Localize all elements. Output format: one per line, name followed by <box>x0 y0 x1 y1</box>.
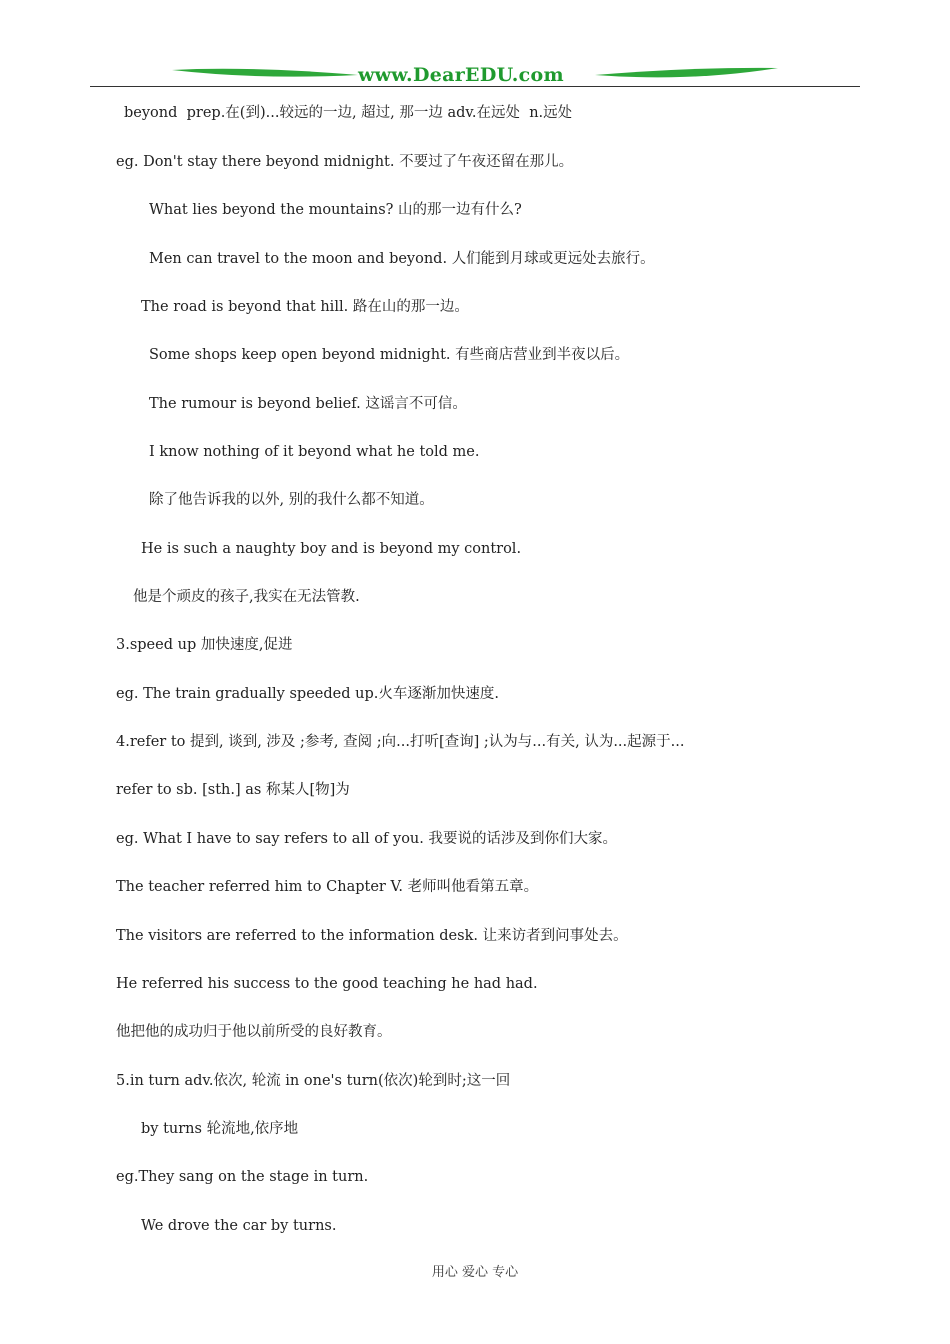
text-line: 5.in turn adv.依次, 轮流 in one's turn(依次)轮到时;这一回 <box>116 1073 511 1089</box>
text-line: I know nothing of it beyond what he told me. <box>149 444 480 460</box>
text-line: The rumour is beyond belief. 这谣言不可信。 <box>149 396 467 412</box>
page-footer: 用心 爱心 专心 <box>431 1265 519 1280</box>
text-line: The road is beyond that hill. 路在山的那一边。 <box>141 299 469 315</box>
text-line: 3.speed up 加快速度,促进 <box>116 637 293 653</box>
text-line: 除了他告诉我的以外, 别的我什么都不知道。 <box>149 492 434 508</box>
text-line: He is such a naughty boy and is beyond my control. <box>141 541 522 557</box>
text-line: beyond prep.在(到)...较远的一边, 超过, 那一边 adv.在远处 n.远处 <box>124 105 573 121</box>
text-line: The visitors are referred to the information desk. 让来访者到问事处去。 <box>116 928 628 944</box>
text-line: 他是个顽皮的孩子,我实在无法管教. <box>133 589 360 605</box>
text-line: 4.refer to 提到, 谈到, 涉及 ;参考, 查阅 ;向...打听[查询] ;认为与...有关, 认为...起源于... <box>116 734 685 750</box>
text-line: 他把他的成功归于他以前所受的良好教育。 <box>116 1024 392 1040</box>
text-line: The teacher referred him to Chapter V. 老师叫他看第五章。 <box>116 879 539 895</box>
text-line: refer to sb. [sth.] as 称某人[物]为 <box>116 782 350 798</box>
header-rule <box>90 86 860 87</box>
text-line: eg. Don't stay there beyond midnight. 不要过了午夜还留在那儿。 <box>116 154 574 170</box>
text-line: eg. The train gradually speeded up.火车逐渐加快速度. <box>116 686 499 702</box>
text-line: He referred his success to the good teaching he had had. <box>116 976 538 992</box>
text-line: What lies beyond the mountains? 山的那一边有什么? <box>149 202 522 218</box>
text-line: by turns 轮流地,依序地 <box>141 1121 299 1137</box>
text-line: Some shops keep open beyond midnight. 有些商店营业到半夜以后。 <box>149 347 630 363</box>
text-line: eg. What I have to say refers to all of you. 我要说的话涉及到你们大家。 <box>116 831 617 847</box>
text-line: eg.They sang on the stage in turn. <box>116 1169 369 1185</box>
text-line: We drove the car by turns. <box>141 1218 337 1234</box>
site-logo: www.DearEDU.com <box>358 64 564 86</box>
text-line: Men can travel to the moon and beyond. 人们能到月球或更远处去旅行。 <box>149 251 655 267</box>
